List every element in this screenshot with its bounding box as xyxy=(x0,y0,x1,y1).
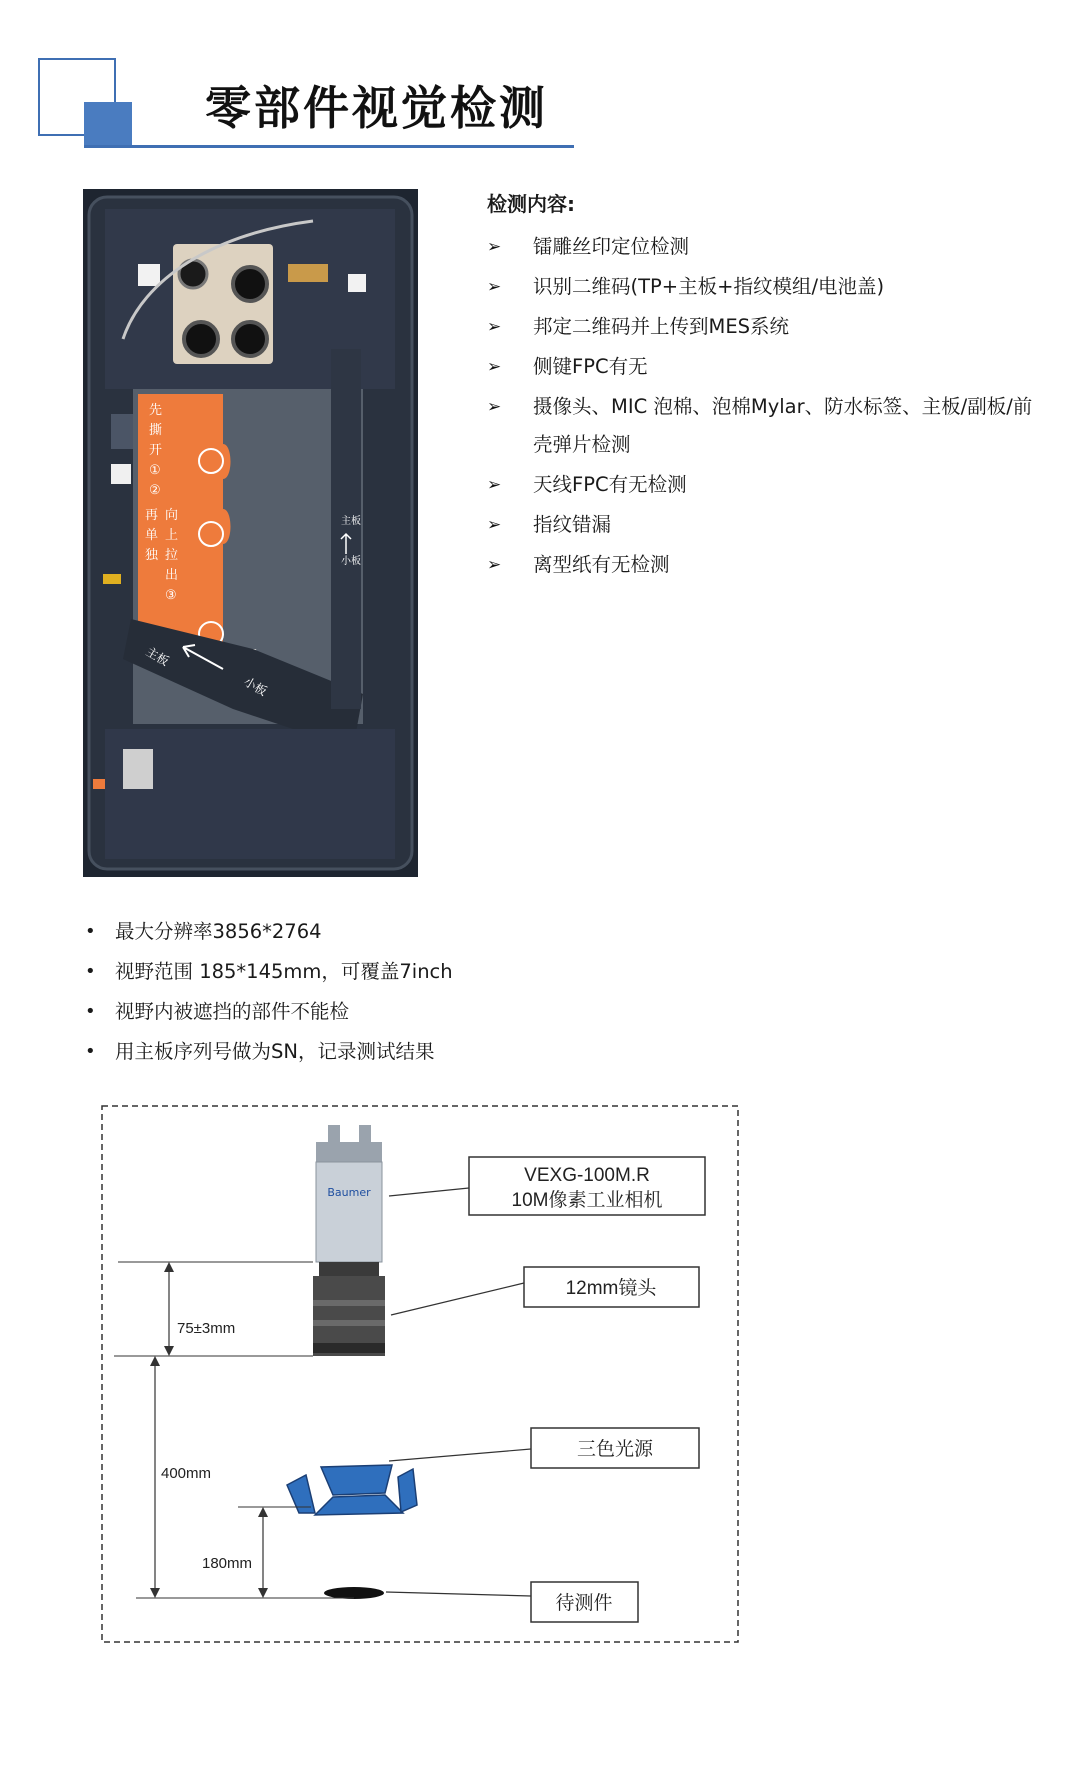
svg-text:向: 向 xyxy=(165,508,179,523)
camera-lens xyxy=(184,322,218,356)
svg-text:先: 先 xyxy=(149,403,163,418)
arrow-bullet-icon: ➢ xyxy=(487,277,502,297)
dim-total-label: 400mm xyxy=(161,1465,212,1482)
svg-text:③: ③ xyxy=(165,588,177,603)
list-item: ➢ 镭雕丝印定位检测 xyxy=(487,228,1047,266)
qr-label xyxy=(111,464,131,484)
list-item: ➢ 识别二维码(TP+主板+指纹模组/电池盖) xyxy=(487,268,1047,306)
svg-text:撕: 撕 xyxy=(149,423,163,438)
arrow-bullet-icon: ➢ xyxy=(487,237,502,257)
list-item: ➢ 离型纸有无检测 xyxy=(487,546,1047,584)
lens-front xyxy=(313,1343,385,1353)
list-item: ➢ 摄像头、MIC 泡棉、泡棉Mylar、防水标签、主板/副板/前壳弹片检测 xyxy=(487,388,1047,464)
lens-ring xyxy=(319,1262,379,1276)
list-item: ➢ 指纹错漏 xyxy=(487,506,1047,544)
svg-text:出: 出 xyxy=(165,568,179,583)
inspection-title: 检测内容: xyxy=(487,192,575,216)
camera-lens xyxy=(233,267,267,301)
arrow-bullet-icon: ➢ xyxy=(487,475,502,495)
svg-text:①: ① xyxy=(149,463,161,478)
sub-board xyxy=(105,729,395,859)
svg-text:上: 上 xyxy=(165,528,179,543)
camera-leader xyxy=(389,1188,469,1196)
arrow-bullet-icon: ➢ xyxy=(487,317,502,337)
svg-text:独: 独 xyxy=(145,548,159,563)
lens-label: 12mm镜头 xyxy=(565,1278,657,1299)
shield-can xyxy=(123,749,153,789)
part-leader xyxy=(386,1592,531,1596)
dim-lens-label: 75±3mm xyxy=(177,1320,236,1337)
list-item: • 最大分辨率3856*2764 xyxy=(83,912,453,952)
list-item: ➢ 天线FPC有无检测 xyxy=(487,466,1047,504)
camera-setup-diagram xyxy=(101,1105,739,1643)
test-part xyxy=(324,1587,384,1599)
camera-top xyxy=(316,1142,382,1162)
header-filled-square xyxy=(84,102,132,146)
inspection-list xyxy=(487,228,1047,586)
connector xyxy=(288,264,328,282)
lens-leader xyxy=(391,1283,524,1315)
flex-arrow-label-top: 主板 xyxy=(143,644,172,669)
qr-label xyxy=(138,264,160,286)
qr-label xyxy=(348,274,366,292)
light-leader xyxy=(389,1449,531,1461)
list-item: • 用主板序列号做为SN，记录测试结果 xyxy=(83,1032,453,1072)
side-flex xyxy=(331,349,361,709)
camera-lens xyxy=(233,322,267,356)
svg-text:再: 再 xyxy=(145,508,159,523)
list-item: ➢ 邦定二维码并上传到MES系统 xyxy=(487,308,1047,346)
arrow-bullet-icon: ➢ xyxy=(487,515,502,535)
side-flex-label-top: 主板 xyxy=(341,516,361,527)
camera-label-line2: 10M像素工业相机 xyxy=(511,1190,663,1211)
svg-text:②: ② xyxy=(149,483,161,498)
camera-body xyxy=(316,1162,382,1262)
list-item: ➢ 侧键FPC有无 xyxy=(487,348,1047,386)
arrow-bullet-icon: ➢ xyxy=(487,555,502,575)
svg-text:开: 开 xyxy=(149,443,163,458)
list-item: • 视野内被遮挡的部件不能检 xyxy=(83,992,453,1032)
arrow-bullet-icon: ➢ xyxy=(487,397,502,417)
svg-text:单: 单 xyxy=(145,528,159,543)
page-title: 零部件视觉检测 xyxy=(205,81,548,135)
lens-band xyxy=(313,1300,385,1306)
orange-foam xyxy=(93,779,105,789)
arrow-bullet-icon: ➢ xyxy=(487,357,502,377)
svg-text:拉: 拉 xyxy=(165,548,179,563)
camera-label-line1: VEXG-100M.R xyxy=(524,1165,650,1186)
lens-band xyxy=(313,1320,385,1326)
list-item: • 视野范围 185*145mm，可覆盖7inch xyxy=(83,952,453,992)
phone-internals-photo xyxy=(83,189,418,877)
dim-light-label: 180mm xyxy=(202,1555,253,1572)
light-label: 三色光源 xyxy=(576,1439,654,1460)
header-underline xyxy=(84,145,574,148)
part-label: 待测件 xyxy=(555,1593,613,1614)
spec-list xyxy=(83,912,453,1072)
camera-brand: Baumer xyxy=(327,1186,371,1199)
flex-arrow-label-bottom: 小板 xyxy=(241,674,270,699)
yellow-tape xyxy=(103,574,121,584)
component xyxy=(111,414,133,449)
side-flex-label-bottom: 小板 xyxy=(341,556,361,567)
